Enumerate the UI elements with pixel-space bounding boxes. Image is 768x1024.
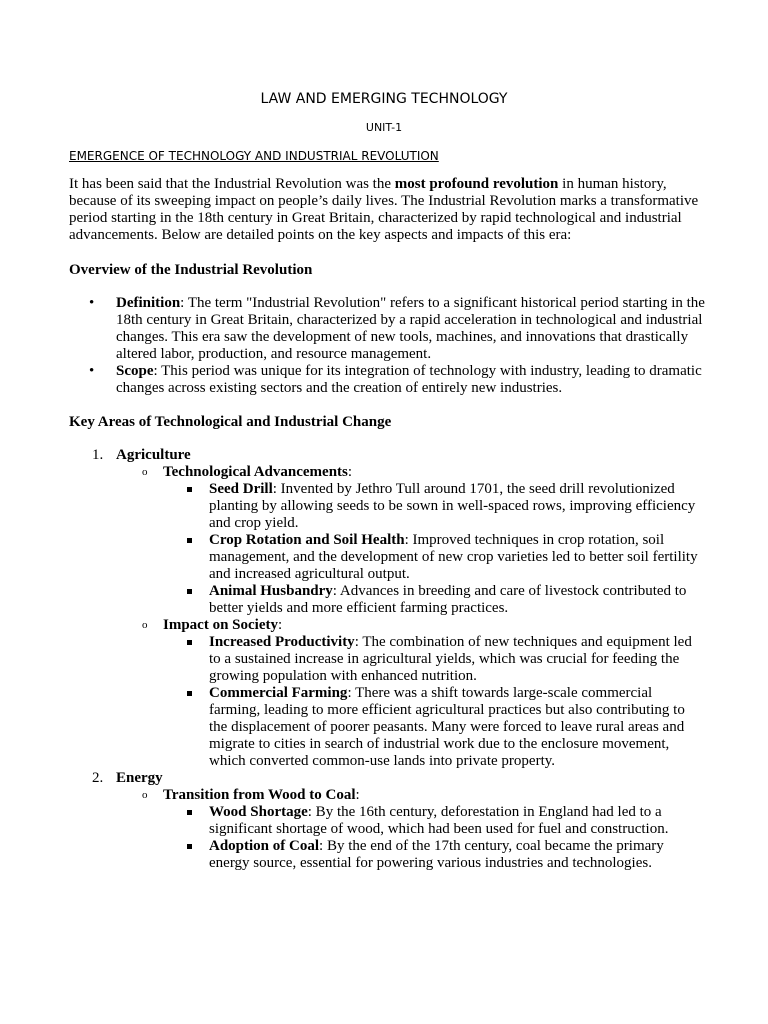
square-bullet <box>187 691 192 696</box>
sub-colon: : <box>347 464 353 480</box>
detail-term: Increased Productivity <box>209 634 355 650</box>
detail-item <box>163 481 705 532</box>
square-bullet <box>187 487 192 492</box>
sub-list <box>116 787 705 872</box>
list-item <box>69 363 705 397</box>
list-item <box>69 295 705 363</box>
detail-text: : Invented by Jethro Tull around 1701, the seed drill revolutionized planting by allowing seeds to be sown in well-spaced rows, improving efficiency and crop yield. <box>209 481 696 531</box>
detail-term: Wood Shortage <box>209 804 308 820</box>
sub-list <box>116 464 705 770</box>
overview-list <box>69 295 705 397</box>
area-title: Energy <box>116 770 163 786</box>
area-item-agriculture <box>69 447 705 770</box>
detail-item <box>163 583 705 617</box>
detail-term: Commercial Farming <box>209 685 348 701</box>
detail-text: : By the 16th century, deforestation in England had led to a significant shortage of wood, which had been used for fuel and construction. <box>209 804 669 837</box>
detail-item <box>163 634 705 685</box>
square-bullet <box>187 810 192 815</box>
intro-text-end: in human history, because of its sweeping impact on people’s daily lives. The Industrial Revolution marks a transformative period starting in the 18th century in Great Britain, characterized by rapid technological and industrial advancements. Below are detailed points on the key aspects and impacts of this era: <box>69 176 699 243</box>
bullet-marker: • <box>89 295 95 311</box>
sub-item-impact-on-society <box>116 617 705 770</box>
intro-paragraph <box>69 176 705 244</box>
area-title: Agriculture <box>116 447 191 463</box>
sub-title: Technological Advancements <box>163 464 348 480</box>
unit-label: UNIT-1 <box>365 121 403 134</box>
section-heading: EMERGENCE OF TECHNOLOGY AND INDUSTRIAL REVOLUTION <box>69 149 439 163</box>
detail-text: : Advances in breeding and care of livestock contributed to better yields and more efficient farming practices. <box>209 583 687 616</box>
sub-colon: : <box>355 787 360 803</box>
detail-item <box>163 804 705 838</box>
detail-term: Adoption of Coal <box>209 838 320 854</box>
overview-heading: Overview of the Industrial Revolution <box>69 262 313 278</box>
detail-list <box>163 634 705 770</box>
item-term: Definition <box>116 295 181 311</box>
sub-colon: : <box>278 617 283 633</box>
detail-item <box>163 532 705 583</box>
bullet-marker: • <box>89 363 95 379</box>
detail-item <box>163 685 705 770</box>
area-number: 2. <box>92 770 104 786</box>
key-areas-list <box>69 447 705 872</box>
item-term: Scope <box>116 363 154 379</box>
sub-item-technological-advancements <box>116 464 705 617</box>
sub-marker: o <box>142 619 148 631</box>
document-body <box>69 176 705 872</box>
square-bullet <box>187 589 192 594</box>
square-bullet <box>187 640 192 645</box>
intro-emphasis: most profound revolution <box>394 176 559 192</box>
detail-item <box>163 838 705 872</box>
detail-text: : The combination of new techniques and equipment led to a sustained increase in agricultural yields, which was crucial for feeding the growing population with enhanced nutrition. <box>209 634 692 684</box>
detail-term: Crop Rotation and Soil Health <box>209 532 405 548</box>
sub-title: Impact on Society <box>163 617 278 633</box>
document-title: LAW AND EMERGING TECHNOLOGY <box>260 91 508 107</box>
detail-term: Animal Husbandry <box>209 583 333 599</box>
detail-text: : Improved techniques in crop rotation, soil management, and the development of new crop varieties led to better soil fertility and increased agricultural output. <box>209 532 698 582</box>
sub-marker: o <box>142 789 148 801</box>
area-item-energy <box>69 770 705 872</box>
detail-list <box>163 804 705 872</box>
detail-text: : By the end of the 17th century, coal became the primary energy source, essential for powering various industries and technologies. <box>209 838 664 871</box>
sub-marker: o <box>142 466 148 478</box>
sub-title: Transition from Wood to Coal <box>163 787 356 803</box>
square-bullet <box>187 844 192 849</box>
detail-list <box>163 481 705 617</box>
detail-text: : There was a shift towards large-scale commercial farming, leading to more efficient agricultural practices but also contributing to the displacement of poorer peasants. Many were forced to leave rural areas and migrate to cities in search of industrial work due to the enclosure movement, which converted common-use lands into private property. <box>209 685 685 769</box>
square-bullet <box>187 538 192 543</box>
key-areas-heading: Key Areas of Technological and Industrial Change <box>69 414 392 430</box>
area-number: 1. <box>92 447 104 463</box>
item-text: : This period was unique for its integration of technology with industry, leading to dramatic changes across existing sectors and the creation of entirely new industries. <box>116 363 702 396</box>
item-text: : The term "Industrial Revolution" refers to a significant historical period starting in the 18th century in Great Britain, characterized by a rapid acceleration in technological and industrial changes. This era saw the development of new tools, machines, and innovations that drastically altered labor, production, and resource management. <box>116 295 705 362</box>
detail-term: Seed Drill <box>209 481 273 497</box>
sub-item-transition-wood-to-coal <box>116 787 705 872</box>
intro-text-start: It has been said that the Industrial Revolution was the <box>69 176 395 192</box>
